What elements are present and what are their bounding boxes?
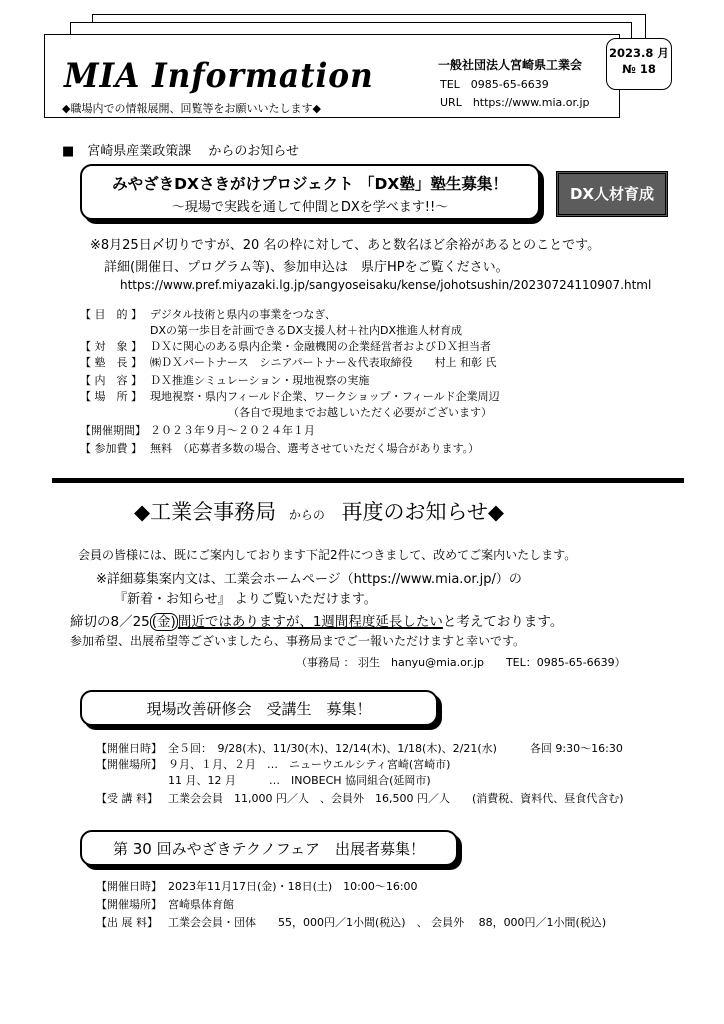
dx-juku-box xyxy=(80,164,540,220)
issue-number: № 18 xyxy=(622,62,656,76)
org-tel: TEL 0985-65-6639 xyxy=(440,78,549,91)
section2-heading-left: ◆工業会事務局 xyxy=(134,500,277,524)
technofair-title-box xyxy=(80,830,458,866)
detail-text: （各自で現地までお越しいただく必要がございます） xyxy=(228,406,492,419)
detail-text: ㈱ＤＸパートナース シニアパートナー＆代表取締役 村上 和彰 氏 xyxy=(150,356,497,369)
header-subtitle: ◆職場内での情報展開、回覧等をお願いいたします◆ xyxy=(62,102,321,115)
notice-line5: 参加希望、出展希望等ございましたら、事務局までご一報いただけますと幸いです。 xyxy=(70,634,526,648)
notice-line2: ※詳細募集案内文は、工業会ホームページ（https://www.mia.or.jp/）の xyxy=(96,572,522,587)
section2-heading-right: 再度のお知らせ◆ xyxy=(341,500,505,524)
detail-text: 現地視察・県内フィールド企業、ワークショップ・フィールド企業周辺 xyxy=(150,390,500,403)
issue-date: 2023.8 月 xyxy=(609,46,669,60)
seminar-title: 現場改善研修会 受講生 募集！ xyxy=(146,700,372,718)
deadline-text-a: 締切の8／25 xyxy=(70,614,150,630)
deadline-weekday: (金) xyxy=(151,614,176,630)
technofair-text: 2023年11月17日(金)・18日(土) 10:00～16:00 xyxy=(168,880,418,893)
seminar-label: 【受 講 料】 xyxy=(96,792,158,805)
seminar-text: 11 月、12 月 … INOBECH 協同組合(延岡市) xyxy=(168,774,431,787)
dx-talent-badge: DX人材育成 xyxy=(556,171,668,217)
section2-heading-from: からの xyxy=(288,508,325,522)
technofair-text: 工業会会員・団体 55，000円／1小間(税込) 、 会員外 88，000円／1小間(税込) xyxy=(168,916,607,929)
detail-text: ＤＸ推進シミュレーション・現地視察の実施 xyxy=(150,374,370,387)
office-contact: （事務局 ： 羽生 hanyu@mia.or.jp TEL：0985-65-6639） xyxy=(296,656,626,669)
technofair-title: 第 30 回みやざきテクノフェア 出展者募集！ xyxy=(113,840,425,858)
notice-line3: 『新着・お知らせ』 よりご覧いただけます。 xyxy=(114,592,377,607)
technofair-label: 【出 展 料】 xyxy=(96,916,158,929)
pref-url-link[interactable]: https://www.pref.miyazaki.lg.jp/sangyoseisaku/kense/johotsushin/20230724110907.html xyxy=(120,278,652,292)
detail-label: 【 内 容 】 xyxy=(80,374,142,387)
detail-text: DXの第一歩目を計画できるDX支援人材＋社内DX推進人材育成 xyxy=(150,324,463,337)
org-url[interactable]: URL https://www.mia.or.jp xyxy=(440,96,590,109)
dx-juku-subtitle: ～現場で実践を通して仲間とDXを学べます!!～ xyxy=(171,200,449,215)
issue-badge xyxy=(606,38,672,90)
section-divider xyxy=(52,478,684,483)
section2-heading xyxy=(134,496,504,526)
dx-juku-title: みやざきDXさきがけプロジェクト 「DX塾」塾生募集！ xyxy=(112,175,508,193)
technofair-label: 【開催場所】 xyxy=(96,898,162,911)
technofair-text: 宮崎県体育館 xyxy=(168,898,234,911)
seminar-label: 【開催場所】 xyxy=(96,758,162,771)
detail-label: 【 場 所 】 xyxy=(80,390,142,403)
extension-text: 間近ではありますが、1週間程度延長したい xyxy=(177,614,443,630)
detail-text: 無料 （応募者多数の場合、選考させていただく場合があります。） xyxy=(150,442,480,455)
deadline-note: ※8月25日〆切りですが、20 名の枠に対して、あと数名ほど余裕があるとのことです。 xyxy=(90,238,601,253)
detail-label: 【 対 象 】 xyxy=(80,340,142,353)
detail-label: 【 参加費 】 xyxy=(80,442,142,455)
notice-line4 xyxy=(70,610,563,630)
technofair-label: 【開催日時】 xyxy=(96,880,162,893)
detail-text: ＤＸに関心のある県内企業・金融機関の企業経営者およびＤＸ担当者 xyxy=(150,340,491,353)
deadline-text-d: と考えております。 xyxy=(442,614,564,630)
detail-text: デジタル技術と県内の事業をつなぎ、 xyxy=(150,308,336,321)
org-name: 一般社団法人宮崎県工業会 xyxy=(438,58,583,72)
seminar-title-box xyxy=(80,690,438,726)
detail-label: 【 目 的 】 xyxy=(80,308,142,321)
detail-label: 【開催期間】 xyxy=(80,424,146,437)
seminar-label: 【開催日時】 xyxy=(96,742,162,755)
detail-label: 【 塾 長 】 xyxy=(80,356,142,369)
details-note: 詳細(開催日、プログラム等)、参加申込は 県庁HPをご覧ください。 xyxy=(104,260,509,275)
newsletter-title: MIA Information xyxy=(64,56,374,96)
seminar-text: ９月、１月、２月 … ニューウエルシティ宮崎(宮崎市) xyxy=(168,758,451,771)
section1-heading: ■ 宮崎県産業政策課 からのお知らせ xyxy=(62,144,300,159)
notice-line1: 会員の皆様には、既にご案内しております下記2件につきまして、改めてご案内いたします。 xyxy=(78,548,577,562)
detail-text: ２０２３年９月～２０２４年１月 xyxy=(150,424,315,437)
seminar-text: 全５回： 9/28(木)、11/30(木)、12/14(木)、1/18(木)、2/21(水) 各回 9:30～16:30 xyxy=(168,742,623,755)
seminar-text: 工業会会員 11,000 円／人 、会員外 16,500 円／人 (消費税、資料代、昼食代含む) xyxy=(168,792,624,805)
